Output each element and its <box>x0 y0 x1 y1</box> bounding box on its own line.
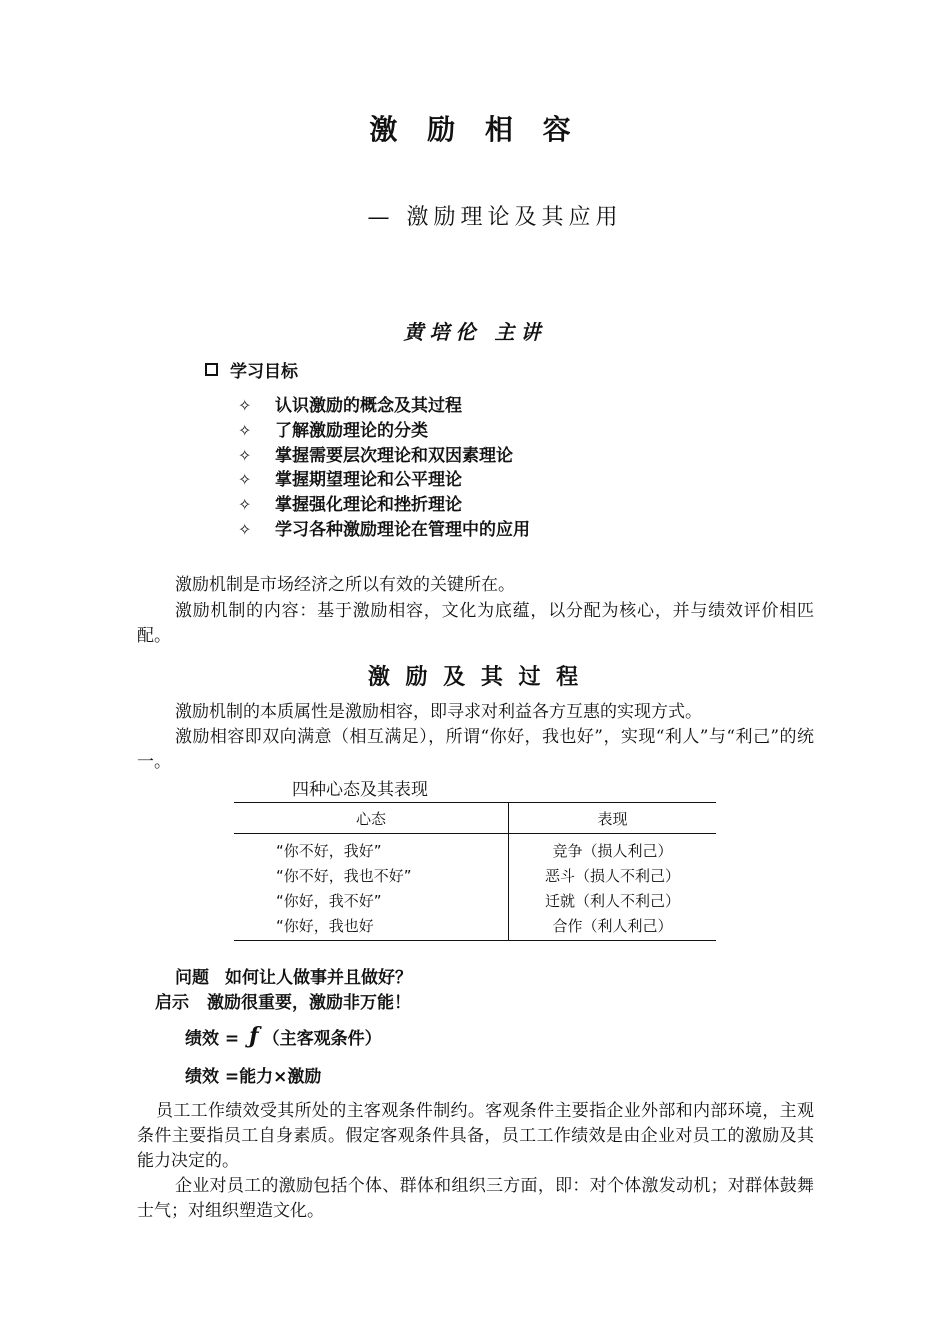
list-item: ✧ 掌握期望理论和公平理论 <box>238 468 530 493</box>
objectives-list <box>238 394 530 543</box>
insight-line <box>155 988 411 1013</box>
star-bullet-icon: ✧ <box>238 470 252 490</box>
document-subtitle: — 激励理论及其应用 <box>367 205 623 230</box>
column-header-behavior: 表现 <box>509 803 717 834</box>
list-item: ✧ 学习各种激励理论在管理中的应用 <box>238 518 530 543</box>
question-text: 如何让人做事并且做好？ <box>225 968 412 988</box>
closing-paragraph-1: 员工工作绩效受其所处的主客观条件制约。客观条件主要指企业外部和内部环境，主观条件主要指员工自身素质。假定客观条件具备，员工工作绩效是由企业对员工的激励及其能力决定的。 <box>137 1101 814 1171</box>
table-row: “你好，我也好 合作（利人利己） <box>234 913 716 941</box>
mindset-table <box>234 802 716 941</box>
table-header-row <box>234 803 716 834</box>
star-bullet-icon: ✧ <box>238 495 252 515</box>
section-heading: 激 励 及 其 过 程 <box>367 665 583 690</box>
list-item: ✧ 认识激励的概念及其过程 <box>238 394 530 419</box>
star-bullet-icon: ✧ <box>238 519 252 539</box>
intro-paragraph-2: 激励机制的内容：基于激励相容，文化为底蕴，以分配为核心，并与绩效评价相匹配。 <box>137 601 814 646</box>
star-bullet-icon: ✧ <box>238 396 252 415</box>
checkbox-icon <box>205 363 218 376</box>
formula-2: 绩效 =能力×激励 <box>185 1067 322 1087</box>
list-item: ✧ 掌握强化理论和挫折理论 <box>238 493 530 518</box>
lecturer-line: 黄培伦 主讲 <box>403 320 547 344</box>
list-item: ✧ 掌握需要层次理论和双因素理论 <box>238 444 530 469</box>
table-caption: 四种心态及其表现 <box>292 780 428 800</box>
column-header-mindset: 心态 <box>234 803 509 834</box>
table-row: “你不好，我好” 竞争（损人利己） <box>234 834 716 864</box>
formula-1: 绩效 = ƒ （主客观条件） <box>185 1023 382 1049</box>
document-title: 激 励 相 容 <box>369 113 581 146</box>
star-bullet-icon: ✧ <box>238 445 252 465</box>
star-bullet-icon: ✧ <box>238 420 252 440</box>
section-paragraph-1: 激励机制的本质属性是激励相容，即寻求对利益各方互惠的实现方式。 <box>175 702 702 722</box>
intro-paragraph-1: 激励机制是市场经济之所以有效的关键所在。 <box>175 575 515 595</box>
objectives-heading-label: 学习目标 <box>230 362 298 382</box>
list-item: ✧ 了解激励理论的分类 <box>238 419 530 444</box>
function-symbol: ƒ <box>249 1023 259 1049</box>
section-paragraph-2: 激励相容即双向满意（相互满足），所谓“你好，我也好”，实现“利人”与“利己”的统一。 <box>137 727 814 772</box>
question-label: 问题 <box>175 968 209 988</box>
objectives-heading <box>205 357 298 382</box>
table-row: “你好，我不好” 迁就（利人不利己） <box>234 888 716 913</box>
table-row: “你不好，我也不好” 恶斗（损人不利己） <box>234 863 716 888</box>
insight-label: 启示 <box>155 993 189 1013</box>
insight-text: 激励很重要，激励非万能！ <box>207 993 411 1013</box>
closing-paragraph-2: 企业对员工的激励包括个体、群体和组织三方面，即：对个体激发动机；对群体鼓舞士气；对组织塑造文化。 <box>137 1176 814 1221</box>
question-line <box>175 963 412 988</box>
